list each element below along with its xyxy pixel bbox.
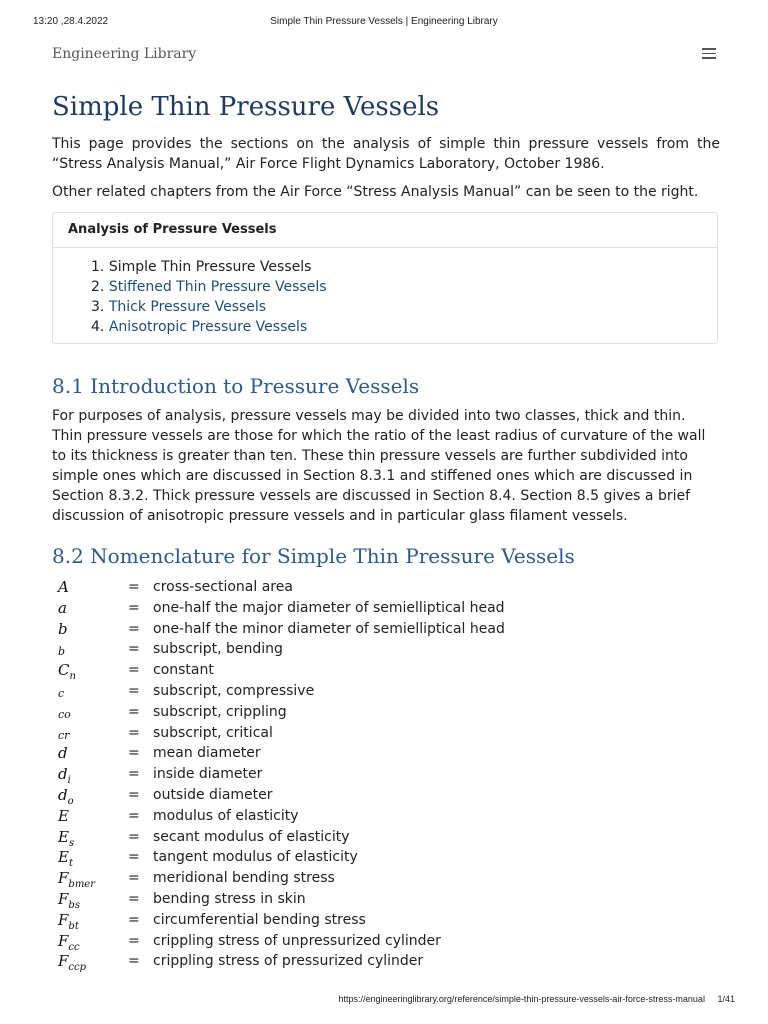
nomenclature-equals: =: [128, 890, 140, 907]
print-url: https://engineeringlibrary.org/reference/simple-thin-pressure-vessels-air-force-stress-manual: [338, 994, 705, 1004]
nomenclature-symbol: b: [58, 645, 66, 659]
nomenclature-equals: =: [128, 641, 140, 658]
nomenclature-equals: =: [128, 932, 140, 949]
toc-item-thick[interactable]: 3. Thick Pressure Vessels: [91, 299, 267, 315]
nomenclature-equals: =: [128, 766, 140, 783]
nomenclature-row: [52, 702, 712, 723]
toc-link-anisotropic[interactable]: Anisotropic Pressure Vessels: [108, 319, 308, 335]
toc-item-label: Simple Thin Pressure Vessels: [108, 259, 312, 275]
nomenclature-equals: =: [128, 620, 140, 637]
nomenclature-description: crippling stress of unpressurized cylinder: [153, 932, 441, 949]
nomenclature-description: bending stress in skin: [153, 890, 306, 907]
intro-section-paragraph: For purposes of analysis, pressure vessels may be divided into two classes, thick and thin. Thin pressure vessels are those for which the ratio of the least radius of curvature of the wall to its thickness is greater than ten. These thin pressure vessels are further subdivided into simple ones which are discussed in Section 8.3.1 and stiffened ones which are discussed in Section 8.3.2. Thick pressure vessels are discussed in Section 8.4. Section 8.5 gives a brief discussion of anisotropic pressure vessels and in particular glass filament vessels.: [52, 408, 706, 524]
nomenclature-description: crippling stress of pressurized cylinder: [153, 953, 424, 970]
nomenclature-symbol: $E_t$: [58, 848, 73, 870]
nomenclature-symbol: cr: [58, 728, 70, 742]
nomenclature-description: secant modulus of elasticity: [153, 828, 350, 845]
nomenclature-symbol: $d_i$: [58, 765, 71, 787]
toc-item-simple: 1. Simple Thin Pressure Vessels: [91, 259, 312, 275]
nomenclature-row: [52, 764, 712, 785]
site-brand[interactable]: Engineering Library: [52, 46, 197, 62]
nomenclature-equals: =: [128, 682, 140, 699]
nomenclature-row: [52, 889, 712, 910]
nomenclature-equals: =: [128, 807, 140, 824]
nomenclature-description: subscript, crippling: [153, 703, 287, 720]
nomenclature-equals: =: [128, 786, 140, 803]
nomenclature-equals: =: [128, 953, 140, 970]
nomenclature-symbol: $E_s$: [58, 827, 75, 849]
toc-link-stiffened[interactable]: Stiffened Thin Pressure Vessels: [108, 279, 327, 295]
nomenclature-symbol: E: [58, 806, 69, 825]
nomenclature-description: outside diameter: [153, 786, 273, 803]
nomenclature-description: constant: [153, 662, 214, 679]
nomenclature-row: [52, 806, 712, 827]
nomenclature-symbol: d: [58, 744, 68, 763]
nomenclature-equals: =: [128, 599, 140, 616]
section-heading-intro: 8.1 Introduction to Pressure Vessels: [52, 374, 420, 398]
print-page-title: Simple Thin Pressure Vessels | Engineering Library: [270, 16, 498, 27]
nomenclature-row: [52, 577, 712, 598]
nomenclature-symbol: $F_{bmer}$: [58, 869, 96, 891]
toc-item-stiffened[interactable]: 2. Stiffened Thin Pressure Vessels: [91, 279, 327, 295]
nomenclature-equals: =: [128, 870, 140, 887]
nomenclature-description: mean diameter: [153, 745, 261, 762]
toc-heading: Analysis of Pressure Vessels: [53, 213, 717, 248]
nomenclature-description: modulus of elasticity: [153, 807, 299, 824]
nomenclature-description: meridional bending stress: [153, 870, 335, 887]
nomenclature-equals: =: [128, 724, 140, 741]
intro-paragraph: This page provides the sections on the analysis of simple thin pressure vessels from the “Stress Analysis Manual,” Air Force Flight Dynamics Laboratory, October 1986.: [52, 136, 720, 172]
nomenclature-equals: =: [128, 745, 140, 762]
nomenclature-symbol: $F_{cc}$: [58, 931, 80, 953]
nomenclature-symbol: b: [58, 619, 68, 638]
nomenclature-row: [52, 598, 712, 619]
nomenclature-symbol: A: [58, 578, 69, 596]
nomenclature-symbol: $d_o$: [58, 785, 74, 807]
toc-list: [91, 257, 327, 337]
nomenclature-equals: =: [128, 579, 140, 595]
nomenclature-symbol: $F_{ccp}$: [58, 952, 87, 974]
nomenclature-list: [52, 577, 712, 972]
nomenclature-equals: =: [128, 849, 140, 866]
nomenclature-description: inside diameter: [153, 766, 263, 783]
toc-item-anisotropic[interactable]: 4. Anisotropic Pressure Vessels: [91, 319, 308, 335]
toc-link-thick[interactable]: Thick Pressure Vessels: [108, 299, 267, 315]
nomenclature-equals: =: [128, 662, 140, 679]
related-paragraph: Other related chapters from the Air Force “Stress Analysis Manual” can be seen to the right.: [52, 184, 699, 200]
nomenclature-description: cross-sectional area: [153, 579, 293, 595]
nomenclature-symbol: c: [58, 686, 65, 700]
nomenclature-description: one-half the major diameter of semielliptical head: [153, 599, 505, 616]
nomenclature-row: [52, 951, 712, 972]
nomenclature-row: [52, 660, 712, 681]
print-page-number: 1/41: [717, 994, 735, 1004]
nomenclature-row: [52, 619, 712, 640]
nomenclature-equals: =: [128, 911, 140, 928]
hamburger-menu-icon[interactable]: [702, 48, 716, 60]
nomenclature-row: [52, 743, 712, 764]
nomenclature-equals: =: [128, 703, 140, 720]
toc-box: [52, 212, 718, 344]
nomenclature-description: subscript, critical: [153, 724, 273, 741]
nomenclature-description: tangent modulus of elasticity: [153, 849, 358, 866]
nomenclature-symbol: $F_{bs}$: [58, 889, 80, 911]
page-title: Simple Thin Pressure Vessels: [52, 92, 440, 122]
print-header: [0, 16, 768, 30]
section-heading-nomenclature: 8.2 Nomenclature for Simple Thin Pressure Vessels: [52, 544, 575, 568]
nomenclature-symbol: co: [58, 707, 71, 721]
nomenclature-description: one-half the minor diameter of semielliptical head: [153, 620, 505, 637]
nomenclature-row: [52, 910, 712, 931]
nomenclature-row: [52, 723, 712, 744]
nomenclature-row: [52, 827, 712, 848]
nomenclature-symbol: a: [58, 598, 67, 617]
nomenclature-description: subscript, compressive: [153, 682, 315, 699]
nomenclature-row: [52, 868, 712, 889]
nomenclature-symbol: $F_{bt}$: [58, 910, 79, 932]
nomenclature-row: [52, 681, 712, 702]
print-footer: [338, 994, 735, 1004]
nomenclature-row: [52, 931, 712, 952]
nomenclature-row: [52, 785, 712, 806]
nomenclature-symbol: $C_n$: [58, 661, 76, 683]
nomenclature-row: [52, 639, 712, 660]
print-timestamp: 13:20 ,28.4.2022: [33, 16, 109, 27]
nomenclature-equals: =: [128, 828, 140, 845]
nomenclature-row: [52, 847, 712, 868]
nomenclature-description: subscript, bending: [153, 641, 283, 658]
nomenclature-description: circumferential bending stress: [153, 911, 366, 928]
